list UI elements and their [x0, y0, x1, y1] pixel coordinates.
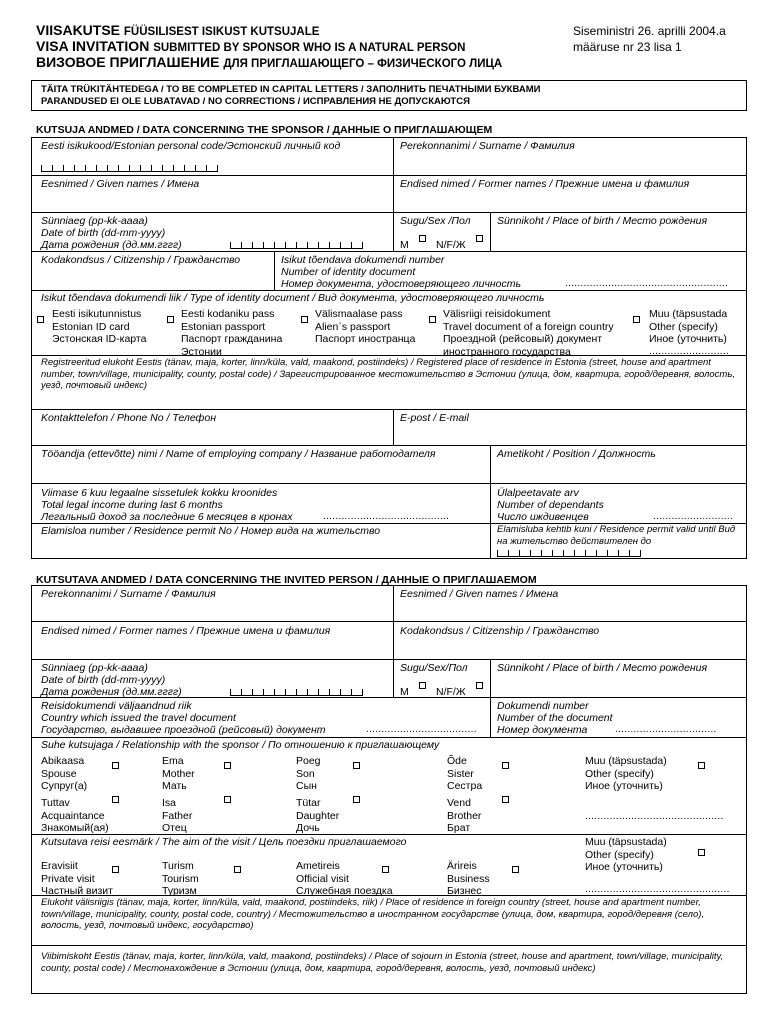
doc-id-card-et: Eesti isikutunnistus [52, 308, 142, 320]
doc-travel-en: Travel document of a foreign country [443, 320, 614, 333]
rel-acquaintance-et: Tuttav [41, 797, 70, 809]
purpose-other-ru: Иное (уточнить) [585, 861, 663, 873]
sponsor-section-title: KUTSUJA ANDMED / DATA CONCERNING THE SPONSOR / ДАННЫЕ О ПРИГЛАШАЮЩЕМ [36, 124, 493, 136]
sponsor-employer-label: Tööandja (ettevõtte) nimi / Name of employing company / Название работодателя [41, 448, 436, 460]
doc-passport-ru: Паспорт гражданина [181, 333, 283, 345]
rel-acquaintance-en: Acquaintance [41, 809, 105, 822]
purpose-private-ru: Частный визит [41, 885, 113, 897]
sponsor-income-label-ru: Легальный доход за последние 6 месяцев в кронах [41, 511, 293, 523]
sponsor-sex-f-checkbox[interactable] [476, 235, 483, 242]
rel-sister-checkbox[interactable] [502, 762, 509, 769]
invited-foreign-address-label: Elukoht välisriigis (tänav, maja, korter, linn/küla, vald, maakond, postiindeks, riik) / Place of residence in foreign country (street, house and apartment number, town/village, municipality, county, postal code, country) / Местожительство в иностранном государстве (улица, дом, квартира, город/деревня (село), волость, уезд, почтовый индекс, государство) [41, 897, 705, 931]
rel-brother-et: Vend [447, 797, 471, 809]
rel-son-et: Poeg [296, 755, 321, 767]
purpose-tourism-checkbox[interactable] [234, 866, 241, 873]
doc-other-checkbox[interactable] [633, 316, 640, 323]
rel-acquaintance-option [41, 797, 109, 835]
sponsor-personal-code-boxes[interactable] [41, 165, 218, 172]
rel-mother-checkbox[interactable] [224, 762, 231, 769]
sponsor-registered-address-label: Registreeritud elukoht Eestis (tänav, maja, korter, linn/küla, vald, maakond, postiindeks) / Registered place of residence in Estonia (street, house and apartment number, town/village, municipality, county, postal code) / Зарегистрированное местожительство в Эстонии (улица, дом, квартира, город/деревня, волость, уезд, почтовый индекс) [41, 357, 735, 391]
rel-spouse-checkbox[interactable] [112, 762, 119, 769]
invited-former-names-label: Endised nimed / Former names / Прежние имена и фамилия [41, 625, 331, 637]
sponsor-dependants-label-en: Number of dependants [497, 499, 604, 511]
doc-other-dots[interactable]: .......................... [649, 346, 730, 357]
purpose-official-checkbox[interactable] [382, 866, 389, 873]
sponsor-sex-m-checkbox[interactable] [419, 235, 426, 242]
invited-given-names-label: Eesnimed / Given names / Имена [400, 588, 559, 600]
rel-acquaintance-ru: Знакомый(ая) [41, 822, 109, 834]
doc-id-card-checkbox[interactable] [37, 316, 44, 323]
doc-travel-option [443, 308, 614, 358]
sponsor-surname-label: Perekonnanimi / Surname / Фамилия [400, 140, 575, 152]
purpose-other-option [585, 836, 667, 874]
rel-daughter-en: Daughter [296, 809, 340, 822]
purpose-tourism-option [162, 860, 199, 898]
sponsor-dob-boxes[interactable] [230, 242, 363, 249]
doc-alien-ru: Паспорт иностранца [315, 333, 416, 345]
doc-id-card-ru: Эстонская ID-карта [52, 333, 147, 345]
rel-sister-en: Sister [447, 767, 474, 780]
rel-son-en: Son [296, 767, 315, 780]
doc-passport-checkbox[interactable] [167, 316, 174, 323]
title-et-sub: FÜÜSILISEST ISIKUST KUTSUJALE [123, 26, 320, 38]
invited-sex-f-label: N/F/Ж [436, 686, 466, 698]
rel-other-en: Other (specify) [585, 767, 654, 780]
doc-alien-en: Alien`s passport [315, 320, 391, 333]
rel-spouse-en: Spouse [41, 767, 77, 780]
relationship-title: Suhe kutsujaga / Relationship with the sponsor / По отношению к приглашающему [41, 739, 440, 751]
rel-sister-option [447, 755, 482, 793]
rel-father-checkbox[interactable] [224, 796, 231, 803]
rel-other-dots[interactable]: ............................................. [585, 811, 724, 822]
rel-mother-ru: Мать [162, 780, 187, 792]
sponsor-former-names-label: Endised nimed / Former names / Прежние имена и фамилия [400, 178, 690, 190]
invited-issuing-country-et: Reisidokumendi väljaandnud riik [41, 700, 192, 712]
doc-other-et: Muu (täpsustada [649, 308, 728, 320]
purpose-business-en: Business [447, 872, 490, 885]
invited-dob-label-et: Sünniaeg (pp-kk-aaaa) [41, 662, 148, 674]
purpose-tourism-en: Tourism [162, 872, 199, 885]
sponsor-id-number-label-ru: Номер документа, удостоверяющего личность [281, 278, 522, 290]
doc-passport-et: Eesti kodaniku pass [181, 308, 275, 320]
purpose-title: Kutsutava reisi eesmärk / The aim of the visit / Цель поездки приглашаемого [41, 836, 407, 848]
doc-passport-ru-2: Эстонии [181, 345, 222, 358]
invited-dob-label-en: Date of birth (dd-mm-yyyy) [41, 674, 166, 686]
invited-doc-number-ru: Номер документа [497, 724, 588, 736]
rel-sister-ru: Сестра [447, 780, 483, 792]
rel-sister-et: Õde [447, 755, 467, 767]
sponsor-id-number-label-en: Number of identity document [281, 266, 416, 278]
sponsor-dependants-label-et: Ülalpeetavate arv [497, 487, 579, 499]
invited-issuing-country-en: Country which issued the travel document [41, 712, 236, 724]
doc-id-card-option [52, 308, 146, 346]
invited-sex-m-checkbox[interactable] [419, 682, 426, 689]
rel-mother-et: Ema [162, 755, 184, 767]
rel-other-option [585, 755, 667, 793]
sponsor-id-type-label: Isikut tõendava dokumendi liik / Type of identity document / Вид документа, удостоверяющего личность [41, 292, 545, 304]
purpose-private-en: Private visit [41, 872, 95, 885]
sponsor-id-number-label-et: Isikut tõendava dokumendi number [281, 254, 445, 266]
sponsor-phone-label: Kontakttelefon / Phone No / Телефон [41, 412, 217, 424]
doc-travel-checkbox[interactable] [429, 316, 436, 323]
title-ru-main: ВИЗОВОЕ ПРИГЛАШЕНИЕ [36, 54, 220, 70]
rel-spouse-et: Abikaasa [41, 755, 85, 767]
rel-daughter-et: Tütar [296, 797, 321, 809]
notice-line-1: TÄITA TRÜKITÄHTEDEGA / TO BE COMPLETED IN CAPITAL LETTERS / ЗАПОЛНИТЬ ПЕЧАТНЫМИ БУКВАМИ [41, 84, 541, 95]
sponsor-position-label: Ametikoht / Position / Должность [497, 448, 656, 460]
purpose-other-dots[interactable]: ............................................... [585, 884, 730, 895]
doc-alien-et: Välismaalase pass [315, 308, 403, 320]
sponsor-citizenship-label: Kodakondsus / Citizenship / Гражданство [41, 254, 241, 266]
sponsor-residence-permit-label: Elamisloa number / Residence permit No / Номер вида на жительство [41, 525, 381, 537]
doc-id-card-en: Estonian ID card [52, 320, 130, 333]
purpose-private-et: Eravisiit [41, 860, 78, 872]
invited-citizenship-label: Kodakondsus / Citizenship / Гражданство [400, 625, 600, 637]
sponsor-place-of-birth-label: Sünnikoht / Place of birth / Место рождения [497, 215, 708, 227]
invited-doc-number-dots[interactable]: ................................. [615, 724, 717, 735]
doc-alien-checkbox[interactable] [301, 316, 308, 323]
rel-daughter-option [296, 797, 339, 835]
purpose-other-en: Other (specify) [585, 848, 654, 861]
doc-passport-en: Estonian passport [181, 320, 266, 333]
rel-spouse-ru: Супруг(а) [41, 780, 88, 792]
rel-other-et: Muu (täpsustada) [585, 755, 667, 767]
title-en-main: VISA INVITATION [36, 38, 150, 54]
rel-mother-en: Mother [162, 767, 195, 780]
title-russian [36, 54, 502, 73]
rel-brother-checkbox[interactable] [502, 796, 509, 803]
capital-letters-notice [31, 80, 747, 111]
rel-mother-option [162, 755, 195, 793]
purpose-official-option [296, 860, 393, 898]
rel-other-ru: Иное (уточнить) [585, 780, 663, 792]
sponsor-dob-label-en: Date of birth (dd-mm-yyyy) [41, 227, 166, 239]
invited-sex-m-label: M [400, 686, 409, 698]
doc-travel-ru: Проездной (рейсовый) документ [443, 333, 603, 345]
purpose-private-option [41, 860, 113, 898]
title-en-sub: SUBMITTED BY SPONSOR WHO IS A NATURAL PERSON [153, 42, 466, 54]
invited-issuing-country-ru: Государство, выдавшее проездной (рейсовый) документ [41, 724, 326, 736]
purpose-official-en: Official visit [296, 872, 349, 885]
notice-line-2: PARANDUSED EI OLE LUBATAVAD / NO CORRECTIONS / ИСПРАВЛЕНИЯ НЕ ДОПУСКАЮТСЯ [41, 96, 470, 107]
sponsor-dob-label-ru: Дата рождения (дд.мм.гггг) [41, 239, 182, 251]
rel-other-checkbox[interactable] [698, 762, 705, 769]
rel-daughter-ru: Дочь [296, 822, 320, 834]
sponsor-given-names-label: Eesnimed / Given names / Имена [41, 178, 200, 190]
invited-doc-number-en: Number of the document [497, 712, 613, 724]
invited-issuing-country-dots[interactable]: .................................... [366, 724, 477, 735]
sponsor-email-label: E-post / E-mail [400, 412, 469, 424]
doc-other-option [649, 308, 727, 346]
invited-sex-f-checkbox[interactable] [476, 682, 483, 689]
sponsor-id-number-dots[interactable]: ..................................................... [565, 278, 729, 289]
sponsor-income-label-en: Total legal income during last 6 months [41, 499, 223, 511]
rel-father-option [162, 797, 192, 835]
title-et-main: VIISAKUTSE [36, 22, 121, 38]
purpose-business-ru: Бизнес [447, 885, 482, 897]
purpose-business-option [447, 860, 490, 898]
invited-section-title: KUTSUTAVA ANDMED / DATA CONCERNING THE INVITED PERSON / ДАННЫЕ О ПРИГЛАШАЕМОМ [36, 574, 537, 586]
regulation-line-1: Siseministri 26. aprilli 2004.a [573, 24, 726, 38]
purpose-other-checkbox[interactable] [698, 849, 705, 856]
sponsor-income-label-et: Viimase 6 kuu legaalne sissetulek kokku kroonides [41, 487, 278, 499]
doc-travel-ru-2: иностранного государства [443, 345, 571, 358]
sponsor-sex-m-label: M [400, 239, 409, 251]
rel-son-ru: Сын [296, 780, 317, 792]
invited-doc-number-et: Dokumendi number [497, 700, 589, 712]
rel-son-checkbox[interactable] [353, 762, 360, 769]
invited-sex-label: Sugu/Sex/Пол [400, 662, 468, 674]
invited-sojourn-label: Viibimiskoht Eestis (tänav, maja, korter, linn/küla, vald, maakond, postiindeks) / Place of sojourn in Estonia (street, house and apartment, town/village, municipality, county, postal code) / Местонахождение в Эстонии (улица, дом, квартира, город/деревня, волость, уезд, почтовый индекс) [41, 951, 724, 974]
sponsor-permit-valid-boxes[interactable] [497, 550, 641, 557]
purpose-tourism-ru: Туризм [162, 885, 197, 897]
invited-surname-label: Perekonnanimi / Surname / Фамилия [41, 588, 216, 600]
doc-travel-et: Välisriigi reisidokument [443, 308, 551, 320]
doc-other-ru: Иное (уточнить) [649, 333, 727, 345]
rel-acquaintance-checkbox[interactable] [112, 796, 119, 803]
purpose-official-ru: Служебная поездка [296, 885, 393, 897]
rel-father-en: Father [162, 809, 193, 822]
purpose-other-et: Muu (täpsustada) [585, 836, 667, 848]
rel-spouse-option [41, 755, 87, 793]
rel-daughter-checkbox[interactable] [353, 796, 360, 803]
rel-father-et: Isa [162, 797, 177, 809]
sponsor-permit-valid-label: Elamisluba kehtib kuni / Residence permit valid until Вид на жительство действителен до [497, 524, 736, 547]
sponsor-dependants-dots[interactable]: .......................... [653, 511, 734, 522]
sponsor-dependants-label-ru: Число иждивенцев [497, 511, 589, 523]
sponsor-personal-code-label: Eesti isikukood/Estonian personal code/Эстонский личный код [41, 140, 341, 152]
purpose-business-et: Ärireis [447, 860, 477, 872]
regulation-line-2: määruse nr 23 lisa 1 [573, 40, 682, 54]
sponsor-sex-f-label: N/F/Ж [436, 239, 466, 251]
invited-dob-label-ru: Дата рождения (дд.мм.гггг) [41, 686, 182, 698]
doc-alien-option [315, 308, 415, 346]
rel-son-option [296, 755, 321, 793]
purpose-private-checkbox[interactable] [112, 866, 119, 873]
sponsor-income-dots[interactable]: ......................................... [323, 511, 450, 522]
invited-place-of-birth-label: Sünnikoht / Place of birth / Место рождения [497, 662, 708, 674]
purpose-business-checkbox[interactable] [512, 866, 519, 873]
purpose-official-et: Ametireis [296, 860, 340, 872]
rel-brother-en: Brother [447, 809, 482, 822]
rel-brother-option [447, 797, 481, 835]
purpose-tourism-et: Turism [162, 860, 194, 872]
doc-other-en: Other (specify) [649, 320, 718, 333]
sponsor-dob-label-et: Sünniaeg (pp-kk-aaaa) [41, 215, 148, 227]
sponsor-sex-label: Sugu/Sex /Пол [400, 215, 471, 227]
invited-dob-boxes[interactable] [230, 689, 363, 696]
doc-passport-option [181, 308, 282, 358]
rel-father-ru: Отец [162, 822, 187, 834]
title-ru-sub: ДЛЯ ПРИГЛАШАЮЩЕГО – ФИЗИЧЕСКОГО ЛИЦА [223, 58, 503, 70]
rel-brother-ru: Брат [447, 822, 471, 834]
